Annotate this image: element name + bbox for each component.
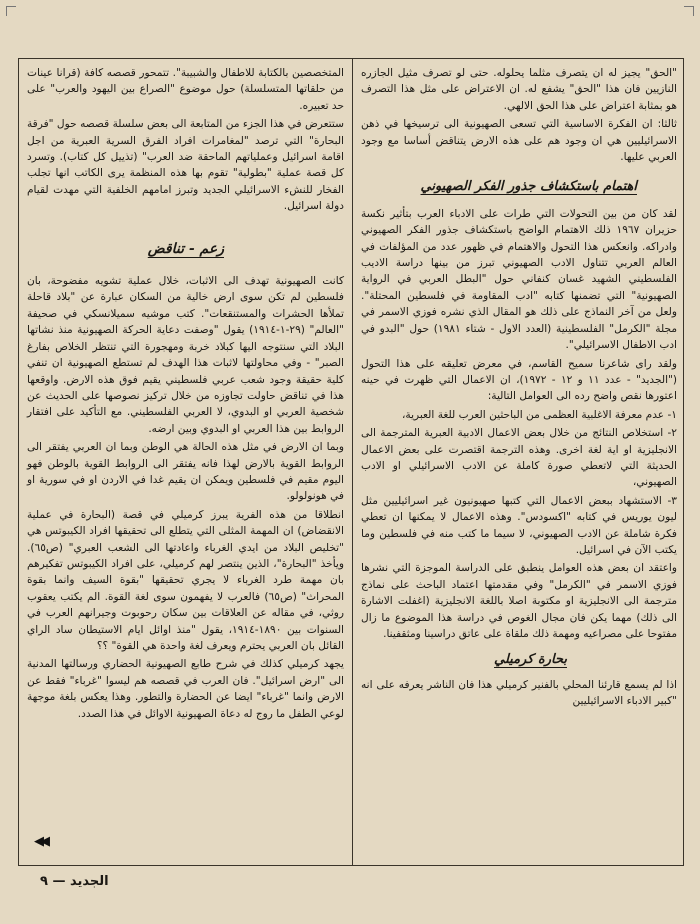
right-intro-paragraph-1: "الحق" يجيز له ان يتصرف مثلما يحلوله. حتى لو تصرف مثيل الجازره النازيين فان هذا "الحق" يشفع له. ان الاعتراض على مثل هذا التصرف هو بمثابة اعتراض على هذا الحق الالهي. <box>361 67 677 112</box>
right-body-paragraph-3: ١- عدم معرفة الاغلبية العظمى من الباحثين العرب للغة العبرية، <box>401 408 677 421</box>
left-column <box>19 59 350 865</box>
magazine-name: الجديد <box>70 874 109 889</box>
right-body-paragraph-5: ٣- الاستشهاد ببعض الاعمال التي كتبها صهيونيون غير اسرائيليين مثل ليون يوريس في كتابه "اكسودس". وهذه الاعمال لا يمكنها ان تعطي فكرة شاملة عن الادب الصهيوني، لا سيما ما كتب منه في فلسطين وما يكتب الآن في اسرائيل. <box>361 494 677 556</box>
right-closing-paragraph: اذا لم يسمع قارئنا المحلي بالفنير كرميلي هذا فان الناشر يعرفه على انه "كبير الادباء الاسرائيليين <box>361 678 677 708</box>
footer-dash: — <box>47 874 66 889</box>
section-heading-signature: بحارة كرميلي <box>494 652 567 668</box>
right-body-paragraph-4: ٢- استخلاص النتائج من خلال بعض الاعمال الادبية العبرية المترجمة الى الانجليزية او اية لغة اخرى. وهذه الترجمة اقتصرت على بعض الاعمال الحديثة التي لاتعطي صورة كاملة عن الادب الاسرائيلي او الادب الصهيوني، <box>361 427 677 489</box>
right-body-paragraph-6: واعتقد ان بعض هذه العوامل ينطبق على الدراسة الموجزة التي نشرها فوزي الاسمر في "الكرمل" وفي مقدمتها اعتماد الباحث على نماذج مترجمة الى الانجليزية او مكتوبة اصلا باللغة الانجليزية (اغفلت الاشارة الى ذلك) مهما يكن فان مجال الغوص في دراسة هذا الموضوع ما زال مفتوحا على مصراعيه ومهمة ذلك ملقاة على عاتق دراسينا ومثقفينا. <box>361 562 677 640</box>
page-frame <box>18 58 684 866</box>
left-top-paragraph-1: المتخصصين بالكتابة للاطفال والشبيبة". تتمحور قصصه كافة (قرانا عينات من حلقاتها المتسلسلة) حول موضوع "الصراع بين اليهود والعرب" على حد تعبيره. <box>27 67 344 112</box>
continue-arrow-icon: ◀◀ <box>34 834 46 849</box>
right-body-paragraph-1: لقد كان من بين التحولات التي طرات على الادباء العرب بتأثير نكسة حزيران ١٩٦٧ ذلك الاهتمام الواضح باستكشاف جذور الفكر الصهيوني وادراكه. وانعكس هذا التحول والاهتمام في ظهور عدد من المؤلفات في العالم العربي تتناول الادب الصهيوني تبرز من بينها دراسة الاديب الفلسطيني الشهيد غسان كنفاني حول "البطل العربي في الرواية الصهيونية" التي تضمنها كتابه "ادب المقاومة في فلسطين المحتلة". ولعل من آخر النماذج على ذلك هو المقال الذي نشره فوزي الاسمر في مجلة "الكرمل" الفلسطينية (العدد الاول - شتاء ١٩٨١) حول "البدو في ادب الاطفال الاسرائيلي". <box>361 207 678 352</box>
left-body-paragraph-4: يجهد كرميلي كذلك في شرح طابع الصهيونية الحضاري ورسالتها المدنية الى "ارض اسرائيل". فان العرب في قصصه هم ليسوا "غرباء" فقط عن الارض وانما "غرباء" ايضا عن الحضارة والتطور. وهذا يعكس بلغة موجهة لوعي الطفل ما روج له دعاة الصهيونية الاوائل في هذا الصدد. <box>27 658 344 720</box>
page-number: ٩ <box>40 874 48 889</box>
left-body-paragraph-2: وبما ان الارض في مثل هذه الحالة هي الوطن وبما ان العربي يفتقر الى الروابط القوية بالارض لهذا فانه يفتقر الى الروابط القوية بالوطن فهو اليوم مقيم في فلسطين ويمكن ان يقيم غدا في الاردن او في سورية او في هونولولو. <box>27 441 344 503</box>
left-body-paragraph-1: كانت الصهيونية تهدف الى الاثبات، خلال عملية تشويه مفضوحة، بان فلسطين لم تكن سوى ارض خالية من السكان عبارة عن "بلاد قاحلة تملأها الحشرات والمستنقعات". كتب موشيه سميلانسكي في صحيفة "العالم" (٢٩-١-١٩١٤) يقول "وصفت دعاية الحركة الصهيونية منذ نشاتها البلاد التي سنتوجه اليها كبلاد خربة ومهجورة التي تنتظر الخلاص بفارغ الصبر" - وفي محاولتها لاثبات هذا الهدف لم تستطع الصهيونية ان تنفي كلية حقيقة وجود شعب عربي فلسطيني يقيم فوق هذه الارض. واوقعها هذا في تناقض حاولت تجاوزه من خلال تركيز نصوصها على الحديث عن شخصية العربي او البدوي، لا العربي الفلسطيني. مع التأكيد على افتقار الروابط بين هذا العربي او البدوي وبين ارضه. <box>27 275 344 435</box>
right-column <box>352 59 683 865</box>
section-heading-zionist-roots: اهتمام باستكشاف جذور الفكر الصهيوني <box>420 179 637 195</box>
page-footer <box>40 874 109 889</box>
left-body-paragraph-3: انطلاقا من هذه الفرية يبرز كرميلي في قصة (البحارة في عملية الانقضاض) ان المهمة المثلى التي يتطلع الى تحقيقها افراد الكيبوتس هي "تخليص البلاد من ايدي الغرباء واعادتها الى الشعب العبري" (ص٦٥). ويأخذ "البحارة"، الذين ينتصر لهم كرميلي، على افراد الكيبوتس تفكيرهم بان مهمة طرد الغرباء لا يجري تحقيقها "بقوة السيف وانما بقوة المحراث" (ص٦٥) فالعرب لا يفهمون سوى لغة القوة. الم يكتب يعقوب روثي، في مقاله عن العلاقات بين سكان رحوبوت وجيرانهم العرب في السنوات بين ١٨٩٠-١٩١٤، يقول "منذ اوائل ايام الاستيطان ساد الراي القائل بان العربي يحترم ويعرف لغة واحدة هي القوة" ؟؟ <box>27 508 345 652</box>
left-top-paragraph-2: ستتعرض في هذا الجزء من المتابعة الى بعض سلسلة قصصه حول "فرقة البحارة" التي ترصد "لمغامرات افراد الفرق السرية العبرية من اجل اقامة اسرائيل وعملياتهم الماحقة ضد العرب" (تذييل كل كتاب). وتسرد كل قصة عملية "بطولية" تقوم بها هذه المنظمة يرى الكاتب انها تجلب الفخار للنشء الاسرائيلي الجديد وتبرز امامهم الخلفية التي مهدت لقيام دولة اسرائيل. <box>27 118 344 213</box>
right-intro-paragraph-2: ثالثا: ان الفكرة الاساسية التي تسعى الصهيونية الى ترسيخها في ذهن الاسرائيليين هي ان وجود هم على هذه الارض يتناقض أساسا مع وجود العربي عليها. <box>361 118 677 164</box>
section-heading-claim-contradiction: زعم - تناقض <box>147 240 224 257</box>
right-body-paragraph-2: ولقد راى شاعرنا سميح القاسم، في معرض تعليقه على هذا التحول ("الجديد" - عدد ١١ و ١٢ - ١٩٧٢)، ان الاعمال التي ظهرت في حينه اعتورها نقص واضح رده الى العوامل التالية: <box>361 357 678 403</box>
